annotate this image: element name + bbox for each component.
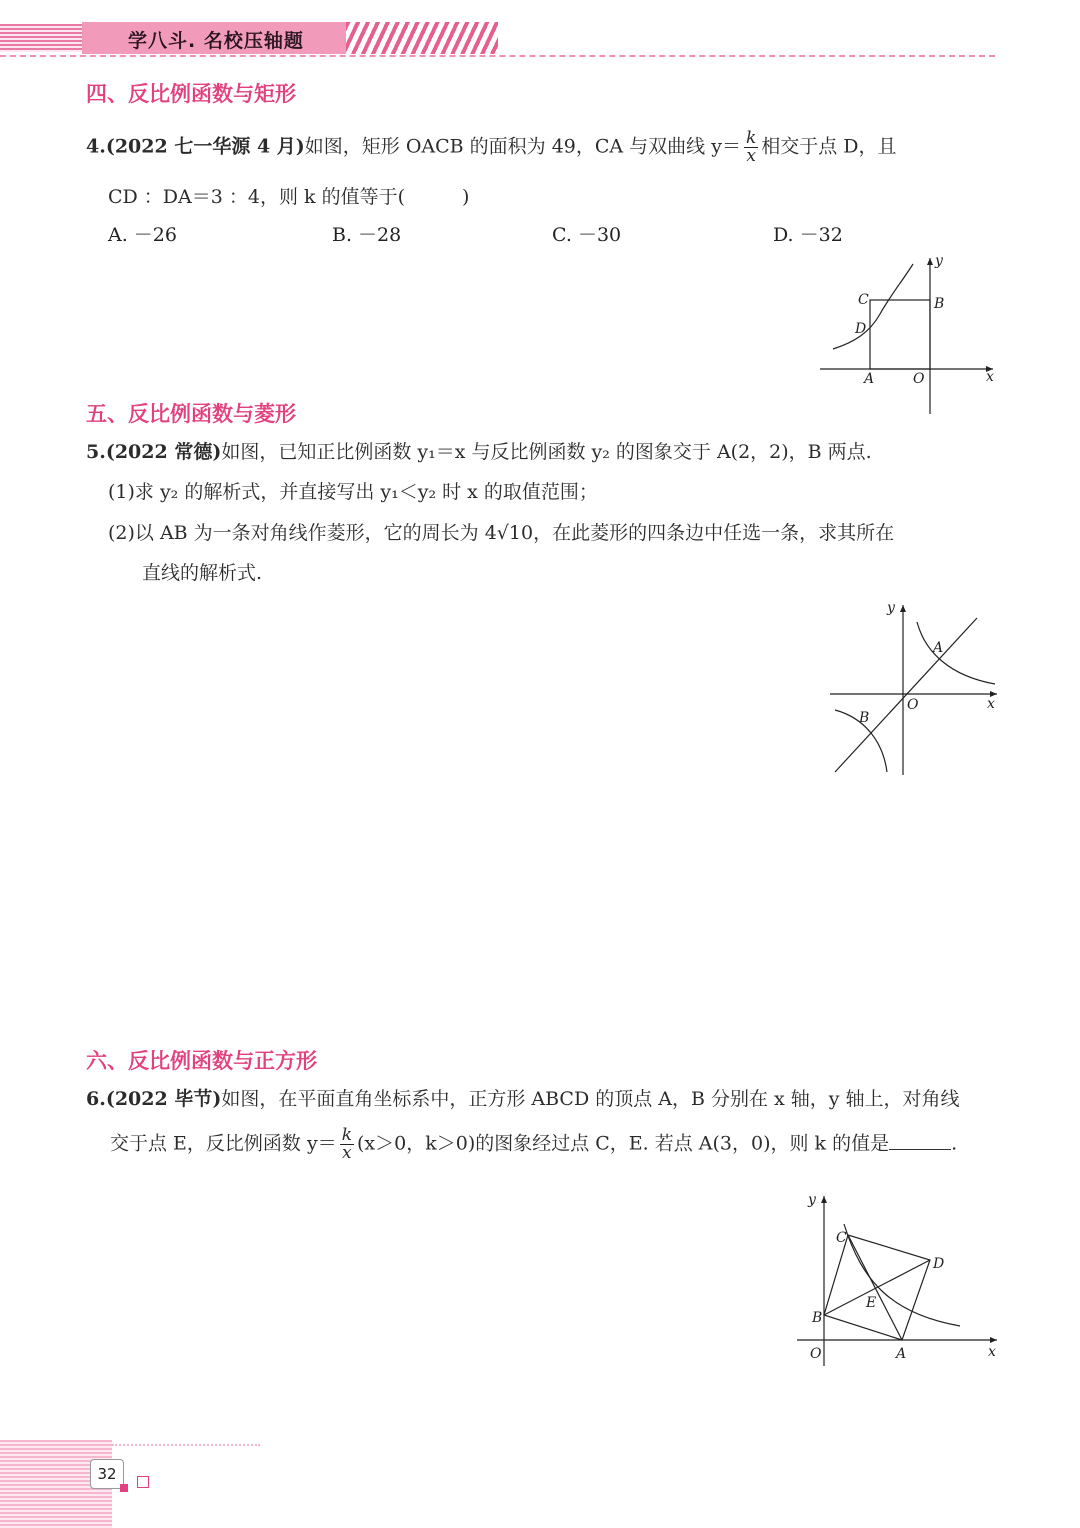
q5-fig-label-a: A [933, 640, 944, 656]
q4-line-1 [86, 130, 897, 165]
q4-choice-b: B. －28 [332, 224, 402, 246]
q6-figure [792, 1190, 1000, 1370]
q6-fig-label-b: B [812, 1310, 823, 1326]
q5-text: 如图，已知正比例函数 y₁＝x 与反比例函数 y₂ 的图象交于 A(2，2)，B 两点. [221, 441, 872, 463]
q5-fig-label-x: x [987, 696, 995, 712]
section-title-rectangle: 四、反比例函数与矩形 [86, 82, 296, 106]
q6-fig-label-x: x [988, 1344, 996, 1360]
q5-figure [825, 600, 1000, 778]
q4-source: (2022 七一华源 4 月) [105, 135, 305, 158]
q4-choice-d: D. －32 [773, 224, 843, 246]
q6-fig-label-d: D [933, 1256, 945, 1272]
footer-divider [112, 1444, 260, 1446]
q6-text-2b: (x＞0，k＞0)的图象经过点 C，E. 若点 A(3，0)，则 k 的值是 [357, 1132, 890, 1155]
q4-choice-a: A. －26 [108, 224, 177, 246]
q4-choice-c: C. －30 [552, 224, 622, 246]
q4-fig-label-c: C [858, 292, 869, 308]
q6-fig-label-y: y [808, 1192, 816, 1208]
q6-fraction-numerator: k [341, 1125, 352, 1145]
footer-box-decoration [137, 1476, 149, 1488]
q6-answer-blank [889, 1133, 951, 1150]
q5-number: 5. [86, 441, 106, 463]
q6-text-2a: 交于点 E，反比例函数 y＝ [110, 1132, 337, 1155]
q6-number: 6. [86, 1088, 106, 1110]
header-stripe-decoration [0, 24, 82, 52]
q4-fraction-denominator: x [746, 146, 756, 166]
q6-fig-label-c: C [836, 1230, 847, 1246]
q4-fig-label-x: x [986, 369, 994, 385]
q5-part-1: (1)求 y₂ 的解析式，并直接写出 y₁＜y₂ 时 x 的取值范围； [108, 481, 598, 503]
header-title: 学八斗. 名校压轴题 [128, 30, 304, 52]
q4-fig-label-d: D [855, 321, 867, 337]
section-title-square: 六、反比例函数与正方形 [86, 1049, 317, 1073]
q5-source: (2022 常德) [105, 441, 222, 463]
q6-fig-label-a: A [896, 1346, 907, 1362]
q6-source: (2022 毕节) [105, 1088, 222, 1110]
q6-line-2 [110, 1127, 957, 1162]
q4-fig-label-a: A [864, 371, 875, 387]
q4-line-2: CD ：DA＝3 ：4，则 k 的值等于( ) [108, 186, 470, 208]
q6-fig-label-o: O [810, 1346, 822, 1362]
q5-fig-label-b: B [859, 710, 870, 726]
q4-fig-label-o: O [913, 371, 925, 387]
section-title-rhombus: 五、反比例函数与菱形 [86, 402, 296, 426]
q6-line-1 [86, 1084, 960, 1111]
q6-fraction-denominator: x [342, 1143, 352, 1163]
q6-fig-label-e: E [866, 1295, 877, 1311]
q4-text-1: 如图，矩形 OACB 的面积为 49，CA 与双曲线 y＝ [304, 135, 741, 158]
q5-part-2-continued: 直线的解析式. [142, 562, 263, 584]
header-divider [0, 55, 995, 57]
q5-fig-label-o: O [907, 697, 919, 713]
q4-text-1-end: 相交于点 D，且 [761, 135, 897, 158]
q5-line-1 [86, 437, 872, 464]
q5-part-2: (2)以 AB 为一条对角线作菱形，它的周长为 4√10，在此菱形的四条边中任选一条，求其所在 [108, 522, 895, 544]
q4-number: 4. [86, 135, 106, 158]
header-slash-decoration [346, 22, 498, 54]
page-number: 32 [90, 1459, 124, 1489]
q4-fig-label-b: B [934, 296, 945, 312]
q6-fraction [340, 1127, 354, 1162]
q6-text-1: 如图，在平面直角坐标系中，正方形 ABCD 的顶点 A，B 分别在 x 轴，y 轴上，对角线 [221, 1088, 960, 1110]
page-number-corner-decoration [120, 1484, 128, 1492]
q4-fraction-numerator: k [745, 128, 757, 148]
q4-figure [815, 252, 1000, 417]
q4-fraction [744, 130, 758, 165]
q6-text-2-end: . [951, 1132, 958, 1155]
q4-fig-label-y: y [935, 253, 943, 269]
q5-fig-label-y: y [887, 600, 895, 616]
